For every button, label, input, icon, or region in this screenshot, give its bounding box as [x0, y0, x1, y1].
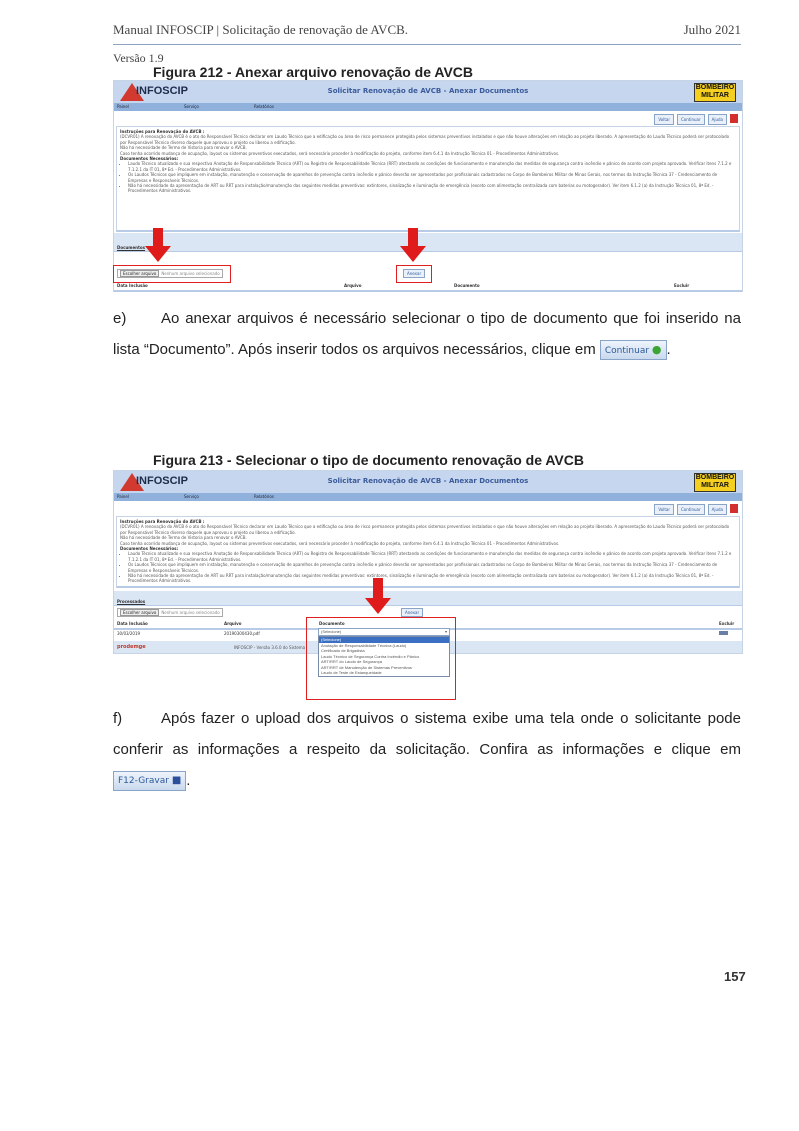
app-header	[114, 471, 742, 493]
logo-line: MILITAR	[701, 482, 729, 489]
back-button[interactable]: Voltar	[654, 114, 674, 125]
paragraph-text: Após fazer o upload dos arquivos o sistema exibe uma tela onde o solicitante pode conferir as informações a respeito da solicitação. Confira as informações e clique em	[113, 710, 741, 758]
f12-gravar-button-image	[113, 771, 186, 791]
instructions-title: Instruções para Renovação do AVCB :	[120, 519, 205, 524]
attach-button[interactable]: Anexar	[401, 608, 423, 617]
row-date: 30/03/2019	[117, 631, 141, 636]
nav-menu-relatorios[interactable]: Relatórios	[254, 494, 274, 499]
app-title: Solicitar Renovação de AVCB - Anexar Documentos	[327, 87, 529, 95]
close-icon[interactable]	[730, 504, 738, 513]
infoscip-logo: INFOSCIP	[136, 475, 188, 487]
dropdown-option[interactable]: (Selecione)	[319, 637, 449, 643]
save-disk-icon: ■	[171, 775, 182, 787]
file-placeholder: Nenhum arquivo selecionado	[161, 610, 220, 615]
section-title: Processados	[117, 599, 146, 604]
toolbar	[654, 504, 738, 515]
punctuation: .	[666, 341, 671, 358]
nav-menu-servico[interactable]: Serviço	[184, 104, 199, 109]
nav-menu-servico[interactable]: Serviço	[184, 494, 199, 499]
paragraph-text: Ao anexar arquivos é necessário selecionar o tipo de documento que foi inserido na lista “Documento”. Após inserir todos os arquivos necessários, clique em	[113, 310, 741, 358]
processed-section-header	[114, 591, 742, 606]
instruction-text: Caso tenha ocorrido mudança de ocupação, layout ou sistemas preventivos executados, será necessário proceder à modificação do projeto, conforme item 6.4.1 da Instrução Técnica 01 - Procedimentos Administrativos.	[120, 540, 560, 546]
paragraph-f	[113, 703, 741, 796]
file-placeholder: Nenhum arquivo selecionado	[161, 271, 220, 276]
instruction-text: Não há necessidade de Termo de Vistoria para renovar o AVCB.	[120, 535, 247, 541]
back-button[interactable]: Voltar	[654, 504, 674, 515]
header-divider	[113, 44, 741, 45]
docs-title: Documentos Necessários:	[120, 546, 179, 552]
app-nav-bar	[114, 103, 742, 111]
figure-213-caption: Figura 213 - Selecionar o tipo de documento renovação de AVCB	[153, 452, 584, 468]
dropdown-option[interactable]: ART/RRT de Manutenção de Sistemas Preventivos	[321, 664, 412, 670]
column-header: Excluir	[719, 621, 735, 626]
continue-button[interactable]: Continuar	[677, 114, 705, 125]
choose-file-button[interactable]: Escolher arquivo	[120, 270, 159, 277]
documents-table-header	[114, 282, 742, 292]
file-input[interactable]	[117, 608, 223, 617]
dropdown-option[interactable]: Laudo de Teste de Estanqueidade	[321, 670, 382, 675]
column-header: Data Inclusão	[117, 621, 148, 626]
figure-212-screenshot	[113, 80, 743, 292]
logo-line: MILITAR	[701, 92, 729, 99]
instruction-text: Não há necessidade de Termo de Vistoria para renovar o AVCB.	[120, 145, 247, 151]
dropdown-option[interactable]: ART/RRT do Laudo de Segurança	[321, 659, 382, 664]
help-button[interactable]: Ajuda	[708, 504, 727, 515]
close-icon[interactable]	[730, 114, 738, 123]
doc-requirement: • Os Laudos Técnicos que impliquem em instalação, manutenção e conservação de aparelhos de prevenção contra incêndio e pânico deverão ser apresentados por profissionais cadastrados no Corpo de Bombeiros Militar de Minas Gerais, nos termos da Instrução Técnica 37 - Credenciamento de Empresas e Responsáveis Técnicos.	[128, 172, 736, 183]
doc-requirement: • Não há necessidade da apresentação de ART ou RRT para instalação/manutenção das seguintes medidas preventivas: extintores, sinalização e iluminação de emergência (exceto com alimentação centralizada com baterias ou motogerador). Ver item 6.1.2 (a) da Instrução Técnica 01, 8ª Ed. - Procedimentos Administrativos.	[128, 183, 736, 194]
paragraph-e	[113, 303, 741, 365]
doc-requirement: • Laudo Técnico atualizado e sua respectiva Anotação de Responsabilidade Técnica (ART) ou Registro de Responsabilidade Técnica (RRT) atestando as condições de funcionamento e manutenção das medidas de segurança contra incêndio e pânico de acordo com projeto aprovado. Verificar itens 7.1.2 e 7.1.2.1 da IT 01, 8ª Ed. - Procedimentos Administrativos.	[128, 161, 736, 172]
document-version: Versão 1.9	[113, 51, 164, 65]
doc-requirement: • Não há necessidade da apresentação de ART ou RRT para instalação/manutenção das seguintes medidas preventivas: extintores, sinalização e iluminação de emergência (exceto com alimentação centralizada com baterias ou motogerador). Ver item 6.1.2 (a) da Instrução Técnica 01, 8ª Ed. - Procedimentos Administrativos.	[128, 573, 736, 584]
continue-button[interactable]: Continuar	[677, 504, 705, 515]
nav-menu-painel[interactable]: Painel	[117, 104, 129, 109]
page-number: 157	[724, 969, 746, 984]
document-header-title: Manual INFOSCIP | Solicitação de renovação de AVCB.	[113, 22, 409, 37]
dropdown-option[interactable]: Anotação de Responsabilidade Técnica (Laudo)	[321, 642, 407, 648]
app-nav-bar	[114, 493, 742, 501]
logo-line: BOMBEIRO	[695, 474, 735, 481]
bombeiro-militar-logo	[694, 83, 736, 102]
documents-section-header	[114, 233, 742, 252]
column-header: Data Inclusão	[117, 283, 148, 288]
dropdown-option[interactable]: Laudo Técnico de Segurança Contra Incêndio e Pânico	[321, 653, 420, 659]
instructions-box	[116, 516, 740, 588]
column-header: Documento	[454, 283, 480, 288]
delete-icon[interactable]	[719, 631, 728, 635]
row-file[interactable]: 20190300430.pdf	[224, 631, 260, 636]
column-header: Arquivo	[224, 621, 242, 626]
highlight-box	[306, 617, 456, 700]
instruction-text: Caso tenha ocorrido mudança de ocupação, layout ou sistemas preventivos executados, será necessário proceder à modificação do projeto, conforme item 6.4.1 da Instrução Técnica 01 - Procedimentos Administrativos.	[120, 150, 560, 156]
figure-212-caption: Figura 212 - Anexar arquivo renovação de AVCB	[153, 64, 474, 80]
dropdown-option[interactable]: Certificado de Brigadista	[321, 648, 365, 653]
attach-button[interactable]: Anexar	[403, 269, 425, 278]
highlight-box	[396, 265, 432, 283]
toolbar	[654, 114, 738, 125]
bombeiro-militar-logo	[694, 473, 736, 492]
column-header: Arquivo	[344, 283, 362, 288]
footer-text: INFOSCIP - Versão 3.6.0 do Sistema	[234, 645, 306, 650]
document-header-date: Julho 2021	[683, 22, 741, 37]
punctuation: .	[186, 772, 191, 789]
choose-file-button[interactable]: Escolher arquivo	[120, 609, 159, 616]
docs-title: Documentos Necessários:	[120, 156, 179, 162]
nav-menu-painel[interactable]: Painel	[117, 494, 129, 499]
prodemge-logo: prodemge	[117, 644, 146, 650]
highlight-box	[113, 265, 231, 283]
app-title: Solicitar Renovação de AVCB - Anexar Documentos	[327, 477, 529, 485]
app-header	[114, 81, 742, 103]
arrow-circle-icon: ●	[651, 343, 662, 357]
doc-requirement: • Os Laudos Técnicos que impliquem em instalação, manutenção e conservação de aparelhos de prevenção contra incêndio e pânico deverão ser apresentados por profissionais cadastrados no Corpo de Bombeiros Militar de Minas Gerais, nos termos da Instrução Técnica 37 - Credenciamento de Empresas e Responsáveis Técnicos.	[128, 562, 736, 573]
continuar-button-image	[600, 340, 667, 360]
logo-line: BOMBEIRO	[695, 84, 735, 91]
button-label: F12-Gravar	[118, 776, 169, 787]
instructions-title: Instruções para Renovação do AVCB :	[120, 129, 205, 134]
button-label: Continuar	[604, 346, 650, 357]
paragraph-label: e)	[113, 310, 127, 327]
chevron-down-icon: ▾	[444, 629, 447, 634]
column-header: Excluir	[674, 283, 690, 288]
instructions-box	[116, 126, 740, 232]
instruction-text: (DCVR01) A renovação do AVCB é o ato do Responsável Técnico declarar em Laudo Técnico que a edificação ou área de risco permanece protegida pelos sistemas preventivos instalados e que não houve alterações em relação ao projeto liberado. A apresentação do Laudo Técnico poderá ser protocolado por Responsável Técnico diverso daquele que aprovou o projeto ou liberou a edificação.	[120, 524, 730, 535]
nav-menu-relatorios[interactable]: Relatórios	[254, 104, 274, 109]
doc-requirement: • Laudo Técnico atualizado e sua respectiva Anotação de Responsabilidade Técnica (ART) ou Registro de Responsabilidade Técnica (RRT) atestando as condições de funcionamento e manutenção das medidas de segurança contra incêndio e pânico de acordo com projeto aprovado. Verificar itens 7.1.2 e 7.1.2.1 da IT 01, 8ª Ed. - Procedimentos Administrativos.	[128, 551, 736, 562]
infoscip-logo: INFOSCIP	[136, 85, 188, 97]
section-title: Documentos	[117, 245, 146, 250]
instruction-text: (DCVR01) A renovação do AVCB é o ato do Responsável Técnico declarar em Laudo Técnico que a edificação ou área de risco permanece protegida pelos sistemas preventivos instalados e que não houve alterações em relação ao projeto liberado. A apresentação do Laudo Técnico poderá ser protocolado por Responsável Técnico diverso daquele que aprovou o projeto ou liberou a edificação.	[120, 134, 730, 145]
selected-value: (Selecione)	[321, 629, 342, 634]
column-header: Documento	[319, 621, 345, 626]
paragraph-label: f)	[113, 710, 123, 727]
help-button[interactable]: Ajuda	[708, 114, 727, 125]
